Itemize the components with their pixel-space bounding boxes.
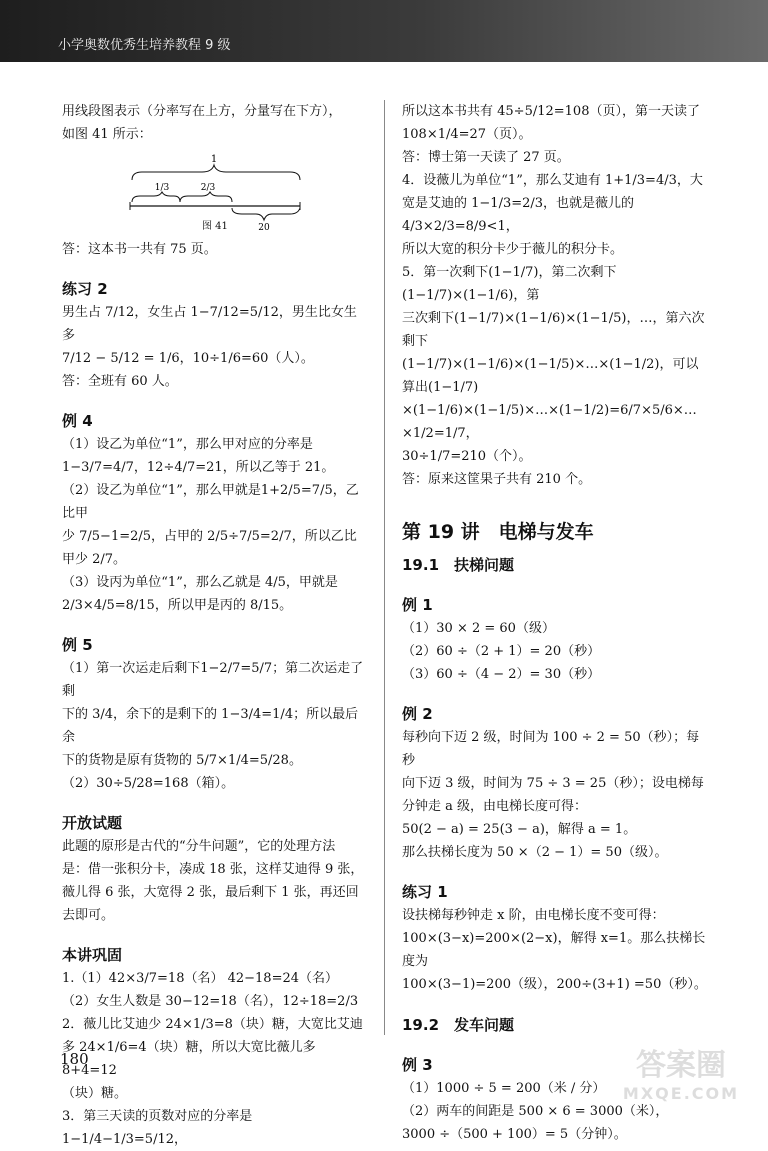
text-line: 是：借一张积分卡，凑成 18 张，这样艾迪得 9 张， xyxy=(62,862,364,877)
text-line: 每秒向下迈 2 级，时间为 100 ÷ 2 = 50（秒）；每秒 xyxy=(402,730,700,768)
text-line: （1）30 × 2 = 60（级） xyxy=(402,621,555,636)
fig-bottom-label: 20 xyxy=(258,223,270,233)
section-heading: 开放试题 xyxy=(62,814,123,832)
text-line: 所以大宽的积分卡少于薇儿的积分卡。 xyxy=(402,242,624,257)
section-heading: 例 1 xyxy=(402,596,433,614)
text-line: 2．薇儿比艾迪少 24×1/3=8（块）糖，大宽比艾迪 xyxy=(62,1017,363,1032)
page-number: 180 xyxy=(60,1050,89,1068)
text-line: 三次剩下(1−1/7)×(1−1/6)×(1−1/5)，…，第六次剩下 xyxy=(402,311,705,349)
figure-caption: 图 41 xyxy=(202,221,228,232)
text-line: 设扶梯每秒钟走 x 阶，由电梯长度不变可得： xyxy=(402,908,665,923)
fig-top-label: 1 xyxy=(210,154,218,165)
text-line: 下的货物是原有货物的 5/7×1/4=5/28。 xyxy=(62,753,302,768)
text-line: 下的 3/4，余下的是剩下的 1−3/4=1/4；所以最后余 xyxy=(62,707,359,745)
text-line: 向下迈 3 级，时间为 75 ÷ 3 = 25（秒）；设电梯每 xyxy=(402,776,704,791)
intro-line: 用线段图表示（分率写在上方，分量写在下方）， xyxy=(62,104,342,119)
text-line: （1）第一次运走后剩下1−2/7=5/7；第二次运走了剩 xyxy=(62,661,364,699)
text-line: 100×(3−x)=200×(2−x)，解得 x=1。那么扶梯长度为 xyxy=(402,931,706,969)
book-title: 小学奥数优秀生培养教程 9 级 xyxy=(58,38,231,53)
text-line: 此题的原形是古代的“分牛问题”，它的处理方法 xyxy=(62,839,336,854)
text-line: 所以这本书共有 45÷5/12=108（页），第一天读了 xyxy=(402,104,700,119)
text-line: 5．第一次剩下(1−1/7)，第二次剩下(1−1/7)×(1−1/6)，第 xyxy=(402,265,617,303)
text-line: （2）60 ÷（2 + 1）= 20（秒） xyxy=(402,644,601,659)
text-line: 答：原来这筐果子共有 210 个。 xyxy=(402,472,592,487)
chapter-title: 第 19 讲 电梯与发车 xyxy=(402,521,594,543)
left-column xyxy=(62,100,368,1151)
watermark-logo xyxy=(596,1048,766,1108)
text-line: 50(2 − a) = 25(3 − a)，解得 a = 1。 xyxy=(402,822,637,837)
text-line: （1）设乙为单位“1”，那么甲对应的分率是 xyxy=(62,437,313,452)
text-line: 去即可。 xyxy=(62,908,115,923)
watermark-text: 答案圈 xyxy=(636,1048,726,1083)
text-line: 少 7/5−1=2/5，占甲的 2/5÷7/5=2/7，所以乙比甲少 2/7。 xyxy=(62,529,357,567)
page-header xyxy=(0,0,768,62)
text-line: （3）设丙为单位“1”，那么乙就是 4/5，甲就是 xyxy=(62,575,338,590)
text-line: （2）女生人数是 30−12=18（名），12÷18=2/3 xyxy=(62,994,359,1009)
section-heading: 练习 2 xyxy=(62,280,108,298)
text-line: 多 24×1/6=4（块）糖，所以大宽比薇儿多 8+4=12 xyxy=(62,1040,316,1078)
intro-line: 如图 41 所示： xyxy=(62,127,152,142)
text-line: 30÷1/7=210（个）。 xyxy=(402,449,532,464)
section-heading: 例 4 xyxy=(62,412,93,430)
text-line: 1.（1）42×3/7=18（名） 42−18=24（名） xyxy=(62,971,339,986)
text-line: 3000 ÷（500 + 100）= 5（分钟）。 xyxy=(402,1127,627,1142)
text-line: 分钟走 a 级，由电梯长度可得： xyxy=(402,799,588,814)
text-line: （块）糖。 xyxy=(62,1086,128,1101)
text-line: 3．第三天读的页数对应的分率是 1−1/4−1/3=5/12， xyxy=(62,1109,253,1147)
watermark-url: MXQE.COM xyxy=(622,1084,740,1103)
subsection-title: 19.2 发车问题 xyxy=(402,1016,515,1034)
text-line: （1）1000 ÷ 5 = 200（米 / 分） xyxy=(402,1081,606,1096)
text-line: 100×(3−1)=200（级），200÷(3+1) =50（秒）。 xyxy=(402,977,707,992)
text-line: 2/3×4/5=8/15，所以甲是丙的 8/15。 xyxy=(62,598,293,613)
section-heading: 练习 1 xyxy=(402,883,448,901)
text-line: （2）两车的间距是 500 × 6 = 3000（米）， xyxy=(402,1104,669,1119)
text-line: （3）60 ÷（4 − 2）= 30（秒） xyxy=(402,667,601,682)
section-heading: 例 3 xyxy=(402,1056,433,1074)
subsection-title: 19.1 扶梯问题 xyxy=(402,556,515,574)
text-line: 薇儿得 6 张，大宽得 2 张，最后剩下 1 张，再还回 xyxy=(62,885,359,900)
text-line: ×(1−1/6)×(1−1/5)×…×(1−1/2)=6/7×5/6×…×1/2=1/7， xyxy=(402,403,697,441)
section-heading: 例 5 xyxy=(62,636,93,654)
line-segment-figure xyxy=(62,150,368,236)
text-line: 4．设薇儿为单位“1”，那么艾迪有 1+1/3=4/3，大 xyxy=(402,173,703,188)
text-line: 那么扶梯长度为 50 ×（2 − 1）= 50（级）。 xyxy=(402,845,668,860)
text-line: (1−1/7)×(1−1/6)×(1−1/5)×…×(1−1/2)，可以算出(1−1/7) xyxy=(402,357,699,395)
text-line: （2）30÷5/28=168（箱）。 xyxy=(62,776,235,791)
section-heading: 例 2 xyxy=(402,705,433,723)
fig-frac2: 2/3 xyxy=(200,183,216,193)
fig-frac1: 1/3 xyxy=(154,183,170,193)
text-line: （2）设乙为单位“1”，那么甲就是1+2/5=7/5，乙比甲 xyxy=(62,483,359,521)
answer-line: 答：这本书一共有 75 页。 xyxy=(62,242,217,257)
text-line: 答：博士第一天读了 27 页。 xyxy=(402,150,570,165)
text-line: 108×1/4=27（页）。 xyxy=(402,127,532,142)
column-divider xyxy=(384,100,385,1035)
section-heading: 本讲巩固 xyxy=(62,946,123,964)
text-line: 宽是艾迪的 1−1/3=2/3，也就是薇儿的 4/3×2/3=8/9<1， xyxy=(402,196,635,234)
text-line: 7/12 − 5/12 = 1/6，10÷1/6=60（人）。 xyxy=(62,351,314,366)
text-line: 男生占 7/12，女生占 1−7/12=5/12，男生比女生多 xyxy=(62,305,357,343)
right-column xyxy=(402,100,710,1146)
text-line: 1−3/7=4/7，12÷4/7=21，所以乙等于 21。 xyxy=(62,460,335,475)
text-line: 答：全班有 60 人。 xyxy=(62,374,178,389)
